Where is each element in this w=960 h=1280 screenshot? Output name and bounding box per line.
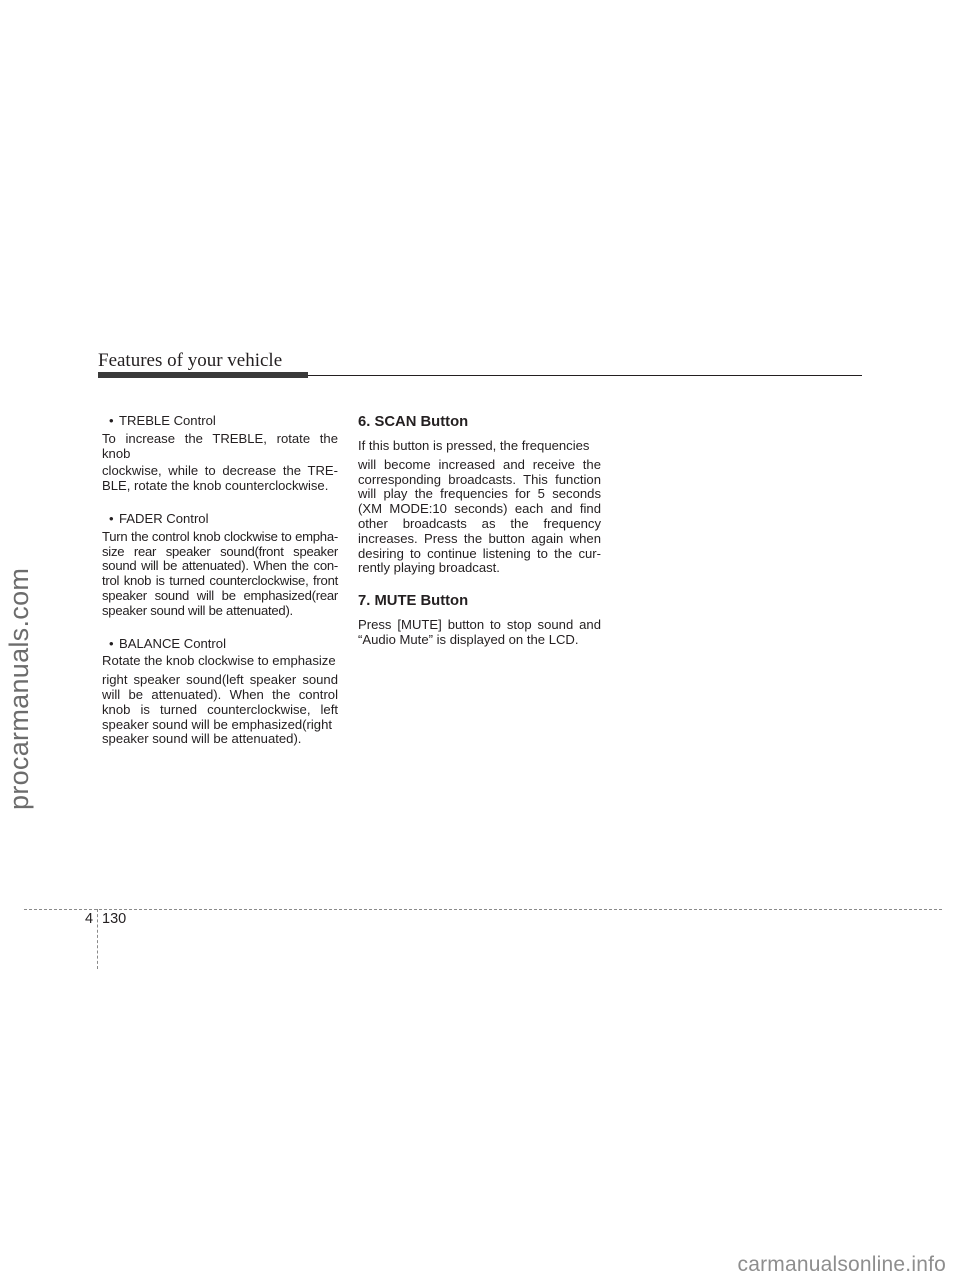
text-line: (XM MODE:10 seconds) each and find: [358, 501, 601, 517]
left-column: [102, 414, 338, 747]
footer-dashed-rule: [24, 909, 942, 910]
treble-control-title: [102, 414, 338, 429]
treble-control-text: [102, 432, 338, 494]
text-line: desiring to continue listening to the cur-: [358, 545, 601, 561]
right-column: [358, 414, 601, 648]
page-number: 130: [102, 911, 127, 927]
fader-control-title: [102, 512, 338, 527]
balance-control-label: BALANCE Control: [119, 635, 226, 651]
text-line: size rear speaker sound(front speaker: [102, 543, 338, 559]
text-line: clockwise, while to decrease the TRE-: [102, 463, 338, 479]
mute-button-text: [358, 618, 601, 648]
text-line: corresponding broadcasts. This function: [358, 471, 601, 487]
text-line: If this button is pressed, the frequencies: [358, 438, 590, 453]
text-line: will become increased and receive the: [358, 456, 601, 472]
mute-button-heading: 7. MUTE Button: [358, 593, 469, 610]
text-line: will play the frequencies for 5 seconds: [358, 486, 601, 502]
text-line: speaker sound will be emphasized(right: [102, 716, 332, 732]
text-line: will be attenuated). When the control: [102, 686, 338, 702]
fader-control-text: [102, 530, 338, 619]
bullet-icon: •: [109, 635, 114, 651]
text-line: speaker sound will be attenuated).: [102, 602, 293, 618]
text-line: sound will be attenuated). When the con-: [102, 558, 338, 574]
treble-control-label: TREBLE Control: [119, 413, 216, 428]
bottom-watermark: carmanualsonline.info: [737, 1253, 946, 1276]
balance-control-text: [102, 654, 338, 747]
bullet-icon: •: [109, 413, 114, 428]
balance-control-title: [102, 637, 338, 652]
text-line: knob is turned counterclockwise, left: [102, 701, 338, 717]
text-line: Press [MUTE] button to stop sound and: [358, 617, 601, 633]
text-line: trol knob is turned counterclockwise, front: [102, 573, 338, 589]
text-line: speaker sound will be emphasized(rear: [102, 587, 338, 603]
text-line: right speaker sound(left speaker sound: [102, 672, 338, 688]
text-line: Turn the control knob clockwise to empha-: [102, 528, 338, 544]
text-line: increases. Press the button again when: [358, 530, 601, 546]
section-header-title: Features of your vehicle: [98, 350, 283, 371]
text-line: “Audio Mute” is displayed on the LCD.: [358, 631, 579, 647]
scan-button-heading: 6. SCAN Button: [358, 414, 469, 430]
text-line: Rotate the knob clockwise to emphasize: [102, 653, 336, 669]
scan-button-text: [358, 439, 601, 576]
bullet-icon: •: [109, 510, 114, 526]
text-line: BLE, rotate the knob counterclockwise.: [102, 478, 329, 494]
header-rule-accent: [98, 372, 308, 378]
chapter-number: 4: [85, 911, 94, 927]
footer-dashed-divider: [97, 909, 98, 969]
text-line: speaker sound will be attenuated).: [102, 731, 302, 747]
text-line: To increase the TREBLE, rotate the knob: [102, 430, 338, 461]
text-line: other broadcasts as the frequency: [358, 515, 601, 531]
side-watermark-text: procarmanuals.com: [4, 567, 34, 810]
text-line: rently playing broadcast.: [358, 560, 500, 576]
fader-control-label: FADER Control: [119, 510, 209, 526]
